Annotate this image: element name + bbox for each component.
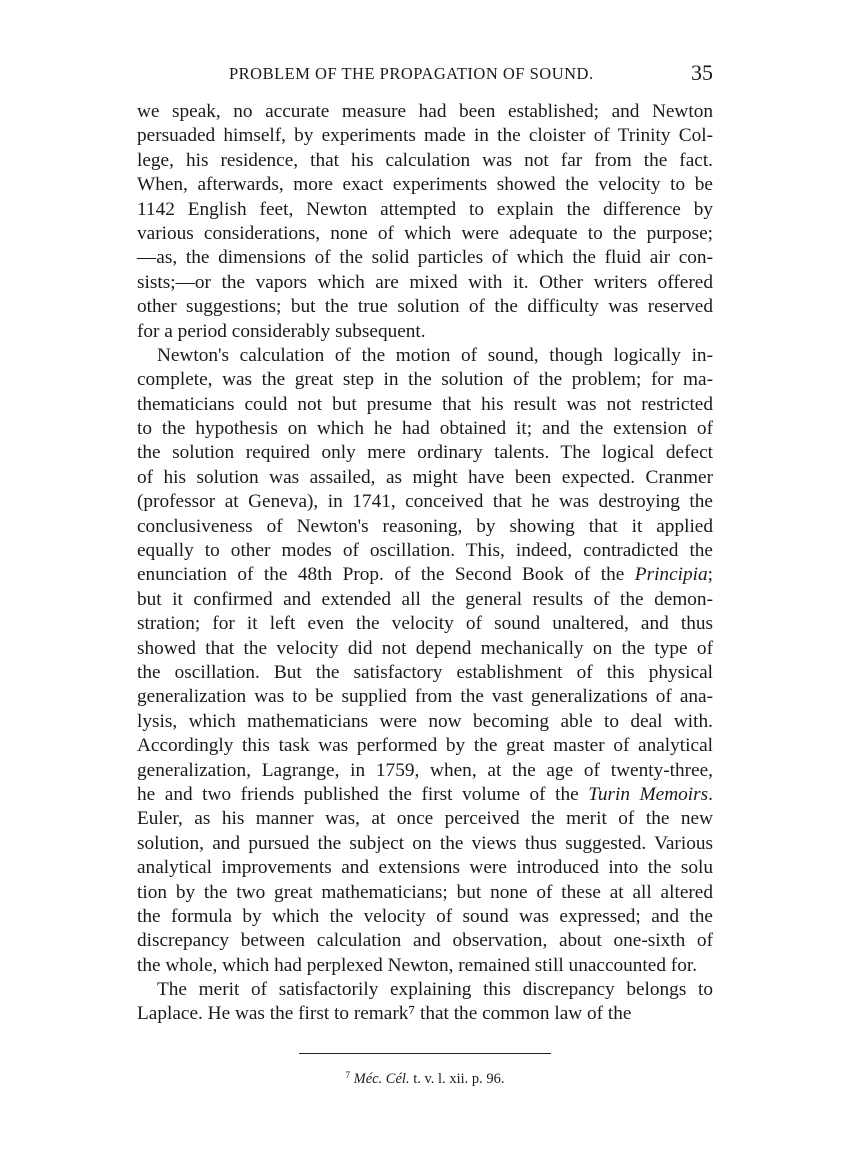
paragraph [137,344,713,978]
text-line: sists;—or the vapors which are mixed with it. Other writers offered [137,271,713,293]
text-line: Laplace. He was the first to remark⁷ that the common law of the [137,1003,632,1025]
text-line: showed that the velocity did not depend mechanically on the type of [137,637,713,659]
text-line: other suggestions; but the true solution of the difficulty was reserved [137,296,713,318]
text-line: lege, his residence, that his calculation was not far from the fact. [137,149,713,171]
text-line: lysis, which mathematicians were now becoming able to deal with. [137,710,713,732]
running-head-title: PROBLEM OF THE PROPAGATION OF SOUND. [229,64,594,83]
text-line: thematicians could not but presume that his result was not restricted [137,393,713,415]
text-line: generalization was to be supplied from the vast generalizations of ana- [137,686,713,708]
text-line: tion by the two great mathematicians; but none of these at all altered [137,881,713,903]
text-line: When, afterwards, more exact experiments showed the velocity to be [137,174,713,196]
text-line: generalization, Lagrange, in 1759, when, at the age of twenty-three, [137,759,713,781]
text-line: solution, and pursued the subject on the views thus suggested. Various [137,832,713,854]
text-line: Accordingly this task was performed by the great master of analytical [137,735,713,757]
text-line: discrepancy between calculation and observation, about one-sixth of [137,930,713,952]
text-line: persuaded himself, by experiments made in the cloister of Trinity Col- [137,125,713,147]
text-line: the formula by which the velocity of sound was expressed; and the [137,905,713,927]
text-line: (professor at Geneva), in 1741, conceived that he was destroying the [137,491,713,513]
text-line: but it confirmed and extended all the general results of the demon- [137,588,713,610]
text-line: Euler, as his manner was, at once perceived the merit of the new [137,808,713,830]
text-line: the whole, which had perplexed Newton, remained still unaccounted for. [137,954,698,976]
page-number: 35 [691,60,713,85]
text-line: the oscillation. But the satisfactory establishment of this physical [137,661,713,683]
body-text [137,100,713,1027]
text-line: the solution required only mere ordinary talents. The logical defect [137,442,713,464]
paragraph [137,978,713,1027]
text-line: enunciation of the 48th Prop. of the Second Book of the Principia; [137,564,713,586]
footnote-marker: 7 [345,1070,350,1080]
text-line: he and two friends published the first volume of the Turin Memoirs. [137,783,713,805]
text-line: conclusiveness of Newton's reasoning, by showing that it applied [137,515,713,537]
text-line: The merit of satisfactorily explaining this discrepancy belongs to [157,979,713,1001]
text-line: —as, the dimensions of the solid particles of which the fluid air con- [137,247,713,269]
footnote-text: Méc. Cél. t. v. l. xii. p. 96. [353,1071,505,1087]
text-line: various considerations, none of which were adequate to the purpose; [137,222,713,244]
footnote [0,1070,850,1088]
text-line: for a period considerably subsequent. [137,320,426,342]
text-line: we speak, no accurate measure had been established; and Newton [137,101,713,122]
text-line: to the hypothesis on which he had obtained it; and the extension of [137,418,713,440]
text-line: Newton's calculation of the motion of sound, though logically in- [157,344,713,366]
footnote-rule [299,1053,551,1054]
text-line: stration; for it left even the velocity of sound unaltered, and thus [137,613,713,635]
paragraph [137,100,713,344]
text-line: complete, was the great step in the solution of the problem; for ma- [137,369,713,391]
text-line: of his solution was assailed, as might have been expected. Cranmer [137,466,713,488]
text-line: equally to other modes of oscillation. This, indeed, contradicted the [137,540,713,562]
running-head [137,62,713,88]
text-line: 1142 English feet, Newton attempted to explain the difference by [137,198,713,220]
text-line: analytical improvements and extensions were introduced into the solu [137,857,713,879]
